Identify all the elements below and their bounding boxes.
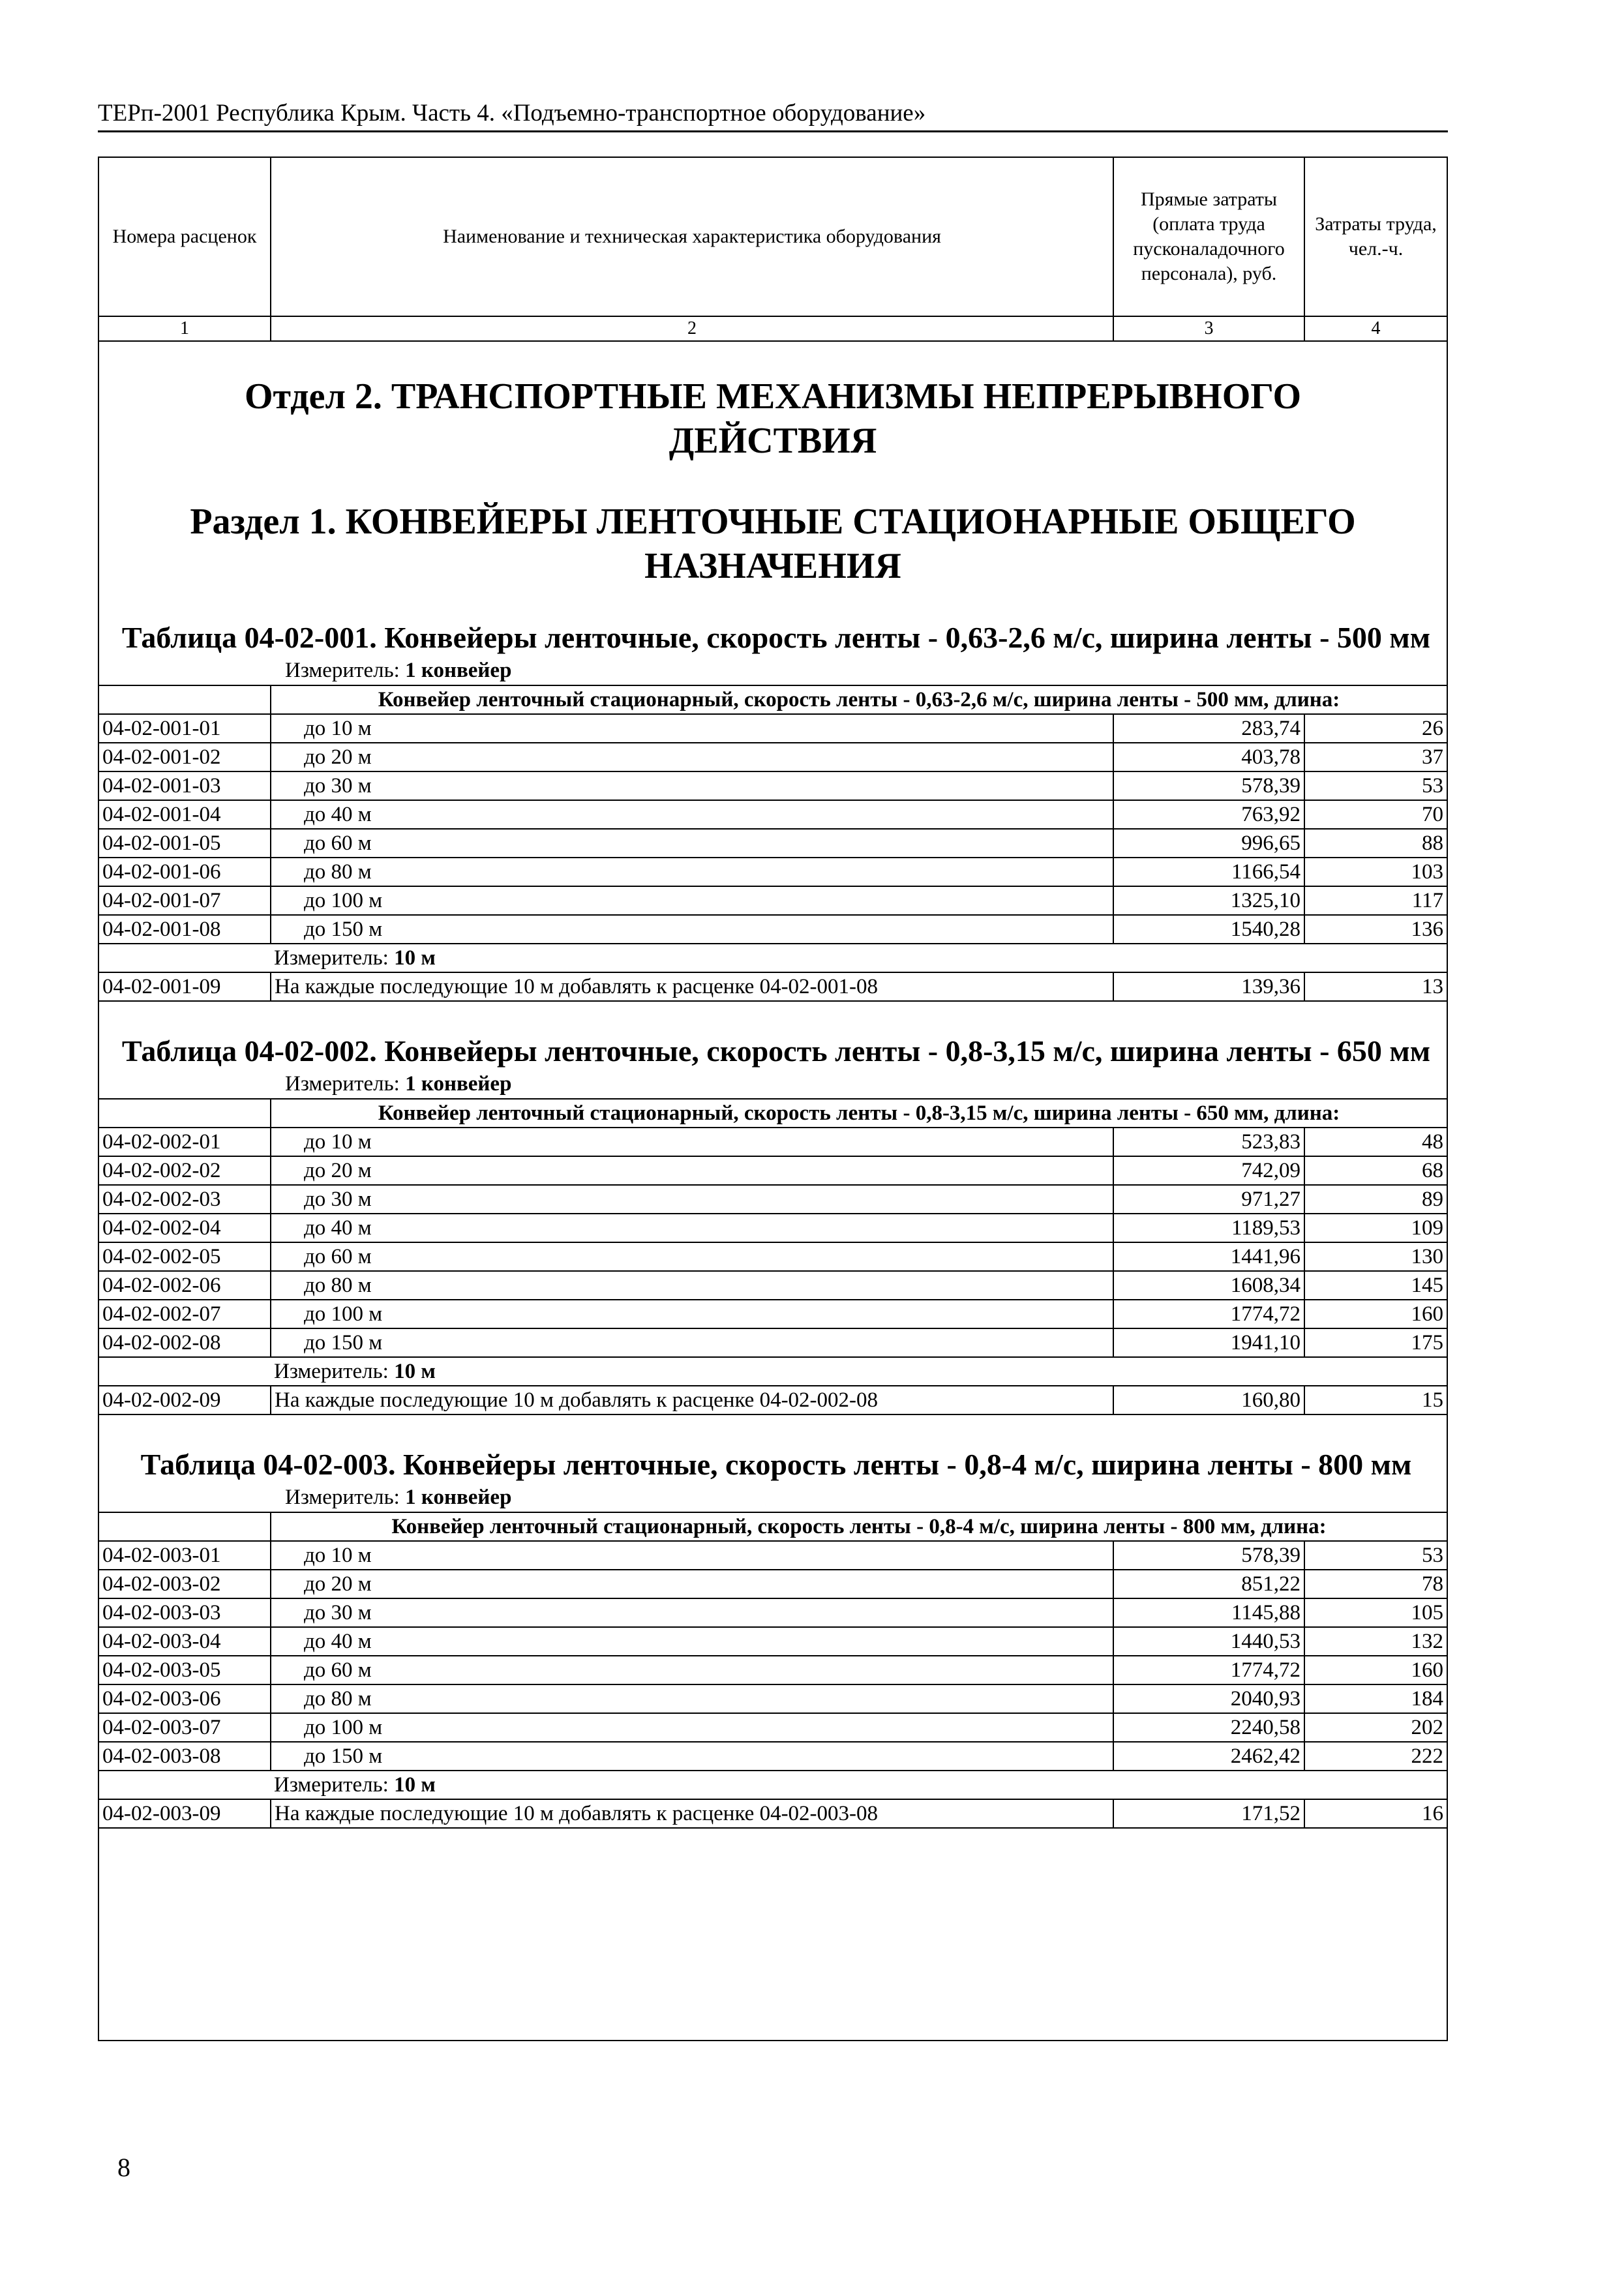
rate-code: 04-02-002-05 <box>99 1242 271 1271</box>
rate-cost: 2462,42 <box>1113 1742 1304 1771</box>
rate-labor: 184 <box>1304 1684 1447 1713</box>
rate-code: 04-02-003-07 <box>99 1713 271 1742</box>
measure-label: Измеритель: <box>274 946 389 970</box>
table-row <box>99 858 1447 886</box>
rate-name: На каждые последующие 10 м добавлять к расценке 04-02-003-08 <box>271 1799 1113 1828</box>
measure-value: 1 конвейер <box>405 1486 512 1509</box>
table-row <box>99 771 1447 800</box>
rate-code: 04-02-002-07 <box>99 1300 271 1328</box>
rate-cost: 1608,34 <box>1113 1271 1304 1300</box>
rate-name: до 150 м <box>271 915 1113 944</box>
rate-labor: 130 <box>1304 1242 1447 1271</box>
rate-code: 04-02-003-08 <box>99 1742 271 1771</box>
empty-cell <box>99 1512 271 1541</box>
rate-code: 04-02-003-03 <box>99 1598 271 1627</box>
group-heading: Конвейер ленточный стационарный, скорость ленты - 0,63-2,6 м/с, ширина ленты - 500 мм, длина: <box>271 685 1447 714</box>
rate-code: 04-02-001-01 <box>99 714 271 743</box>
rate-name: до 150 м <box>271 1742 1113 1771</box>
table-row <box>99 1300 1447 1328</box>
rate-name: до 80 м <box>271 1684 1113 1713</box>
rate-name: до 10 м <box>271 1128 1113 1156</box>
rate-cost: 1325,10 <box>1113 886 1304 915</box>
rate-cost: 523,83 <box>1113 1128 1304 1156</box>
group-heading: Конвейер ленточный стационарный, скорость ленты - 0,8-4 м/с, ширина ленты - 800 мм, длина: <box>271 1512 1447 1541</box>
rate-cost: 742,09 <box>1113 1156 1304 1185</box>
empty-cell <box>99 944 271 972</box>
rate-code: 04-02-001-08 <box>99 915 271 944</box>
table-row <box>99 1742 1447 1771</box>
measure-value: 10 м <box>394 1773 436 1797</box>
table-row <box>99 1799 1447 1828</box>
rate-name: до 20 м <box>271 743 1113 771</box>
table-row <box>99 1656 1447 1684</box>
measure-line <box>99 1483 1447 1512</box>
rate-name: до 40 м <box>271 1627 1113 1656</box>
rate-labor: 78 <box>1304 1570 1447 1598</box>
rate-cost: 1540,28 <box>1113 915 1304 944</box>
empty-cell <box>99 685 271 714</box>
rate-labor: 26 <box>1304 714 1447 743</box>
rate-code: 04-02-003-02 <box>99 1570 271 1598</box>
rate-name: до 100 м <box>271 886 1113 915</box>
rate-name: до 80 м <box>271 858 1113 886</box>
rate-name: до 60 м <box>271 829 1113 858</box>
measure-line <box>271 944 1447 972</box>
rate-labor: 13 <box>1304 972 1447 1001</box>
rate-labor: 160 <box>1304 1656 1447 1684</box>
table-row <box>99 1156 1447 1185</box>
rate-name: до 100 м <box>271 1713 1113 1742</box>
empty-cell <box>99 1099 271 1128</box>
measure-value: 10 м <box>394 1360 436 1383</box>
measure-line <box>271 1357 1447 1386</box>
rate-labor: 136 <box>1304 915 1447 944</box>
rate-labor: 16 <box>1304 1799 1447 1828</box>
rate-labor: 89 <box>1304 1185 1447 1214</box>
rate-cost: 1145,88 <box>1113 1598 1304 1627</box>
table-row <box>99 1541 1447 1570</box>
measure-label: Измеритель: <box>274 1773 389 1797</box>
rate-cost: 160,80 <box>1113 1386 1304 1414</box>
rate-name: до 20 м <box>271 1156 1113 1185</box>
rate-code: 04-02-003-04 <box>99 1627 271 1656</box>
rate-code: 04-02-003-09 <box>99 1799 271 1828</box>
rate-labor: 68 <box>1304 1156 1447 1185</box>
rate-name: На каждые последующие 10 м добавлять к расценке 04-02-002-08 <box>271 1386 1113 1414</box>
rate-code: 04-02-002-02 <box>99 1156 271 1185</box>
rate-cost: 578,39 <box>1113 771 1304 800</box>
measure-value: 1 конвейер <box>405 659 512 682</box>
rate-name: до 10 м <box>271 714 1113 743</box>
rate-labor: 37 <box>1304 743 1447 771</box>
rate-cost: 403,78 <box>1113 743 1304 771</box>
rate-cost: 763,92 <box>1113 800 1304 829</box>
table-row <box>99 714 1447 743</box>
group-heading: Конвейер ленточный стационарный, скорость ленты - 0,8-3,15 м/с, ширина ленты - 650 мм, длина: <box>271 1099 1447 1128</box>
rate-table <box>99 685 1447 1002</box>
rate-code: 04-02-001-07 <box>99 886 271 915</box>
measure-label: Измеритель: <box>285 1486 400 1509</box>
table-row <box>99 1328 1447 1357</box>
table-row <box>99 1128 1447 1156</box>
rate-labor: 15 <box>1304 1386 1447 1414</box>
rate-name: до 30 м <box>271 771 1113 800</box>
table-title: Таблица 04-02-003. Конвейеры ленточные, скорость ленты - 0,8-4 м/с, ширина ленты - 800 мм <box>140 1448 1412 1481</box>
rate-name: до 40 м <box>271 1214 1113 1242</box>
document-frame <box>98 157 1448 2041</box>
rate-cost: 139,36 <box>1113 972 1304 1001</box>
measure-label: Измеритель: <box>274 1360 389 1383</box>
rate-cost: 1774,72 <box>1113 1300 1304 1328</box>
measure-line <box>99 1070 1447 1098</box>
rate-labor: 175 <box>1304 1328 1447 1357</box>
col-number: 1 <box>99 316 271 341</box>
rate-name: до 20 м <box>271 1570 1113 1598</box>
rate-labor: 109 <box>1304 1214 1447 1242</box>
table-row <box>99 1570 1447 1598</box>
table-row <box>99 1627 1447 1656</box>
section-heading: Раздел 1. КОНВЕЙЕРЫ ЛЕНТОЧНЫЕ СТАЦИОНАРНЫЕ ОБЩЕГО НАЗНАЧЕНИЯ <box>190 501 1356 586</box>
table-row <box>99 1271 1447 1300</box>
rate-labor: 48 <box>1304 1128 1447 1156</box>
rate-code: 04-02-003-06 <box>99 1684 271 1713</box>
table-title: Таблица 04-02-002. Конвейеры ленточные, скорость ленты - 0,8-3,15 м/с, ширина ленты - 650 мм <box>121 1034 1431 1068</box>
rate-code: 04-02-001-04 <box>99 800 271 829</box>
rate-labor: 103 <box>1304 858 1447 886</box>
rate-code: 04-02-003-01 <box>99 1541 271 1570</box>
measure-value: 1 конвейер <box>405 1072 512 1096</box>
rate-labor: 53 <box>1304 1541 1447 1570</box>
measure-label: Измеритель: <box>285 1072 400 1096</box>
rate-tables <box>99 588 1447 1829</box>
rate-cost: 1440,53 <box>1113 1627 1304 1656</box>
table-row <box>99 1242 1447 1271</box>
rate-code: 04-02-002-06 <box>99 1271 271 1300</box>
rate-cost: 1441,96 <box>1113 1242 1304 1271</box>
rate-code: 04-02-001-09 <box>99 972 271 1001</box>
rate-name: до 60 м <box>271 1242 1113 1271</box>
rate-labor: 105 <box>1304 1598 1447 1627</box>
rate-name: до 10 м <box>271 1541 1113 1570</box>
col-header-name: Наименование и техническая характеристика оборудования <box>271 158 1113 316</box>
table-row <box>99 1386 1447 1414</box>
rate-labor: 88 <box>1304 829 1447 858</box>
rate-labor: 160 <box>1304 1300 1447 1328</box>
table-row <box>99 1598 1447 1627</box>
rate-table <box>99 1512 1447 1829</box>
rate-code: 04-02-002-09 <box>99 1386 271 1414</box>
table-title: Таблица 04-02-001. Конвейеры ленточные, скорость ленты - 0,63-2,6 м/с, ширина ленты - 500 мм <box>121 621 1431 654</box>
rate-labor: 132 <box>1304 1627 1447 1656</box>
rate-name: до 100 м <box>271 1300 1113 1328</box>
column-header-table <box>99 158 1447 342</box>
rate-name: до 60 м <box>271 1656 1113 1684</box>
table-row <box>99 886 1447 915</box>
col-number: 4 <box>1304 316 1447 341</box>
col-header-direct-costs: Прямые затраты (оплата труда пусконаладочного персонала), руб. <box>1113 158 1304 316</box>
table-row <box>99 1684 1447 1713</box>
rate-code: 04-02-001-02 <box>99 743 271 771</box>
measure-value: 10 м <box>394 946 436 970</box>
rate-name: до 30 м <box>271 1598 1113 1627</box>
rate-code: 04-02-002-01 <box>99 1128 271 1156</box>
table-row <box>99 1214 1447 1242</box>
measure-label: Измеритель: <box>285 659 400 682</box>
rate-cost: 1166,54 <box>1113 858 1304 886</box>
rate-labor: 70 <box>1304 800 1447 829</box>
empty-cell <box>99 1357 271 1386</box>
rate-code: 04-02-002-03 <box>99 1185 271 1214</box>
rate-labor: 117 <box>1304 886 1447 915</box>
rate-cost: 2240,58 <box>1113 1713 1304 1742</box>
col-header-rate-numbers: Номера расценок <box>99 158 271 316</box>
rate-code: 04-02-001-05 <box>99 829 271 858</box>
rate-code: 04-02-001-06 <box>99 858 271 886</box>
rate-cost: 1189,53 <box>1113 1214 1304 1242</box>
empty-cell <box>99 1771 271 1799</box>
rate-cost: 851,22 <box>1113 1570 1304 1598</box>
rate-name: до 150 м <box>271 1328 1113 1357</box>
rate-cost: 971,27 <box>1113 1185 1304 1214</box>
rate-cost: 1941,10 <box>1113 1328 1304 1357</box>
rate-cost: 996,65 <box>1113 829 1304 858</box>
rate-code: 04-02-002-08 <box>99 1328 271 1357</box>
rate-cost: 1774,72 <box>1113 1656 1304 1684</box>
rate-labor: 145 <box>1304 1271 1447 1300</box>
table-row <box>99 1185 1447 1214</box>
rate-name: до 80 м <box>271 1271 1113 1300</box>
rate-cost: 2040,93 <box>1113 1684 1304 1713</box>
table-row <box>99 743 1447 771</box>
col-number: 3 <box>1113 316 1304 341</box>
rate-table <box>99 1098 1447 1415</box>
rate-code: 04-02-001-03 <box>99 771 271 800</box>
table-row <box>99 829 1447 858</box>
rate-cost: 171,52 <box>1113 1799 1304 1828</box>
rate-cost: 578,39 <box>1113 1541 1304 1570</box>
table-row <box>99 972 1447 1001</box>
rate-code: 04-02-003-05 <box>99 1656 271 1684</box>
rate-labor: 202 <box>1304 1713 1447 1742</box>
col-header-labor: Затраты труда, чел.-ч. <box>1304 158 1447 316</box>
rate-labor: 222 <box>1304 1742 1447 1771</box>
rate-labor: 53 <box>1304 771 1447 800</box>
measure-line <box>271 1771 1447 1799</box>
rate-name: до 40 м <box>271 800 1113 829</box>
rate-name: На каждые последующие 10 м добавлять к расценке 04-02-001-08 <box>271 972 1113 1001</box>
table-row <box>99 800 1447 829</box>
department-heading: Отдел 2. ТРАНСПОРТНЫЕ МЕХАНИЗМЫ НЕПРЕРЫВНОГО ДЕЙСТВИЯ <box>244 376 1302 461</box>
table-row <box>99 1713 1447 1742</box>
table-row <box>99 915 1447 944</box>
rate-code: 04-02-002-04 <box>99 1214 271 1242</box>
running-header: ТЕРп-2001 Республика Крым. Часть 4. «Подъемно-транспортное оборудование» <box>98 98 1448 132</box>
col-number: 2 <box>271 316 1113 341</box>
rate-cost: 283,74 <box>1113 714 1304 743</box>
measure-line <box>99 656 1447 685</box>
page-number: 8 <box>117 2153 130 2182</box>
rate-name: до 30 м <box>271 1185 1113 1214</box>
